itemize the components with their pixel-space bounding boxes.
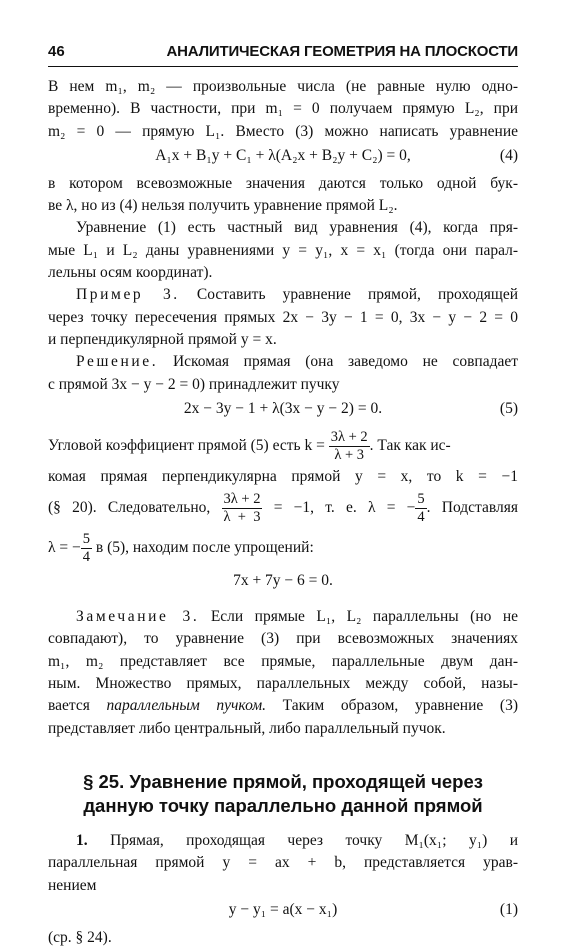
text-line: В нем m₁, m₂ — произвольные числа (не равные нулю одно- xyxy=(48,78,518,95)
running-title: АНАЛИТИЧЕСКАЯ ГЕОМЕТРИЯ НА ПЛОСКОСТИ xyxy=(166,43,518,60)
equation-number: (4) xyxy=(499,146,518,164)
item-number: 1. xyxy=(76,831,88,849)
text-span: в (5), находим после упрощений: xyxy=(92,539,314,557)
text-line xyxy=(48,695,518,717)
text-span: Искомая прямая (она заведомо не совпадает xyxy=(158,353,518,371)
section-heading-line: данную точку параллельно данной прямой xyxy=(83,794,483,816)
example-label: Пример 3. xyxy=(76,286,180,304)
fraction xyxy=(222,491,263,526)
solution-label: Решение. xyxy=(76,353,159,371)
page-number: 46 xyxy=(48,43,65,60)
text-span: Составить уравнение прямой, проходящей xyxy=(179,286,518,304)
fraction-denominator: λ + 3 xyxy=(334,446,365,463)
text-line: мые L₁ и L₂ даны уравнениями y = y₁, x = x₁ (тогда они парал- xyxy=(48,241,518,259)
text-line xyxy=(48,528,518,568)
fraction-numerator: 5 xyxy=(417,491,425,508)
text-line: и перпендикулярной прямой y = x. xyxy=(48,330,277,348)
text-line: m₁, m₂ представляет все прямые, параллельные двум дан- xyxy=(48,652,518,670)
fraction-numerator: 3λ + 2 xyxy=(223,491,261,508)
fraction xyxy=(329,429,370,464)
text-line xyxy=(48,351,518,373)
slope-paragraph xyxy=(48,426,518,568)
italic-term: параллельным пучком. xyxy=(106,697,267,715)
fraction-denominator: 4 xyxy=(82,549,90,566)
fraction-numerator: 5 xyxy=(82,531,90,548)
fraction-numerator: 3λ + 2 xyxy=(330,428,368,445)
equation-expression: y − y₁ = a(x − x₁) xyxy=(228,900,338,918)
text-span: вается xyxy=(48,697,107,715)
text-span: . Так как ис- xyxy=(369,436,451,454)
reference-line: (ср. § 24). xyxy=(48,928,112,946)
text-span: Таким образом, уравнение (3) xyxy=(266,697,518,715)
text-line: нением xyxy=(48,876,97,894)
equation-expression: A₁x + B₁y + C₁ + λ(A₂x + B₂y + C₂) = 0, xyxy=(155,146,411,164)
example-3 xyxy=(48,284,518,351)
text-line xyxy=(48,606,518,628)
solution xyxy=(48,351,518,396)
fraction-denominator: λ + 3 xyxy=(223,509,261,526)
text-line: ве λ, но из (4) нельзя получить уравнение прямой L₂. xyxy=(48,197,398,215)
text-line: ным. Множество прямых, параллельных между собой, назы- xyxy=(48,675,518,693)
fraction xyxy=(415,491,426,526)
text-line: Уравнение (1) есть частный вид уравнения (4), когда пря- xyxy=(76,219,518,237)
page-body xyxy=(48,76,518,949)
text-line xyxy=(48,830,518,852)
text-span: Если прямые L₁, L₂ параллельны (но не xyxy=(199,608,518,626)
text-span: = −1, т. е. λ = − xyxy=(262,499,416,517)
paragraph-special-case xyxy=(48,217,518,284)
paragraph-lambda xyxy=(48,173,518,218)
fraction xyxy=(81,531,92,566)
text-line xyxy=(48,284,518,306)
section-heading xyxy=(48,770,518,818)
equation-4 xyxy=(48,143,518,173)
text-span: (§ 20). Следовательно, xyxy=(48,499,222,517)
text-line: временно). В частности, при m₁ = 0 получаем прямую L₂, при xyxy=(48,100,518,118)
text-line: комая прямая перпендикулярна прямой y = x, то k = −1 xyxy=(48,467,518,485)
paragraph-intro xyxy=(48,76,518,143)
equation-5 xyxy=(48,396,518,426)
equation-number: (1) xyxy=(499,900,518,918)
item-1 xyxy=(48,830,518,897)
text-span: Угловой коэффициент прямой (5) есть k = xyxy=(48,436,329,454)
text-line: совпадают), то уравнение (3) при всевозможных значениях xyxy=(48,630,518,648)
text-line: в котором всевозможные значения даются только одной бук- xyxy=(48,174,518,192)
text-line xyxy=(48,488,518,528)
equation-expression: 2x − 3y − 1 + λ(3x − y − 2) = 0. xyxy=(183,399,383,417)
text-span: λ = − xyxy=(48,539,81,557)
equation-s25-1 xyxy=(48,897,518,927)
remark-label: Замечание 3. xyxy=(76,608,200,626)
fraction-denominator: 4 xyxy=(417,509,425,526)
equation-number: (5) xyxy=(499,399,518,417)
section-heading-line: § 25. Уравнение прямой, проходящей через xyxy=(83,770,483,792)
remark-3 xyxy=(48,606,518,740)
equation-expression: 7x + 7y − 6 = 0. xyxy=(233,572,333,590)
text-line: лельны осям координат). xyxy=(48,264,213,282)
page-header xyxy=(48,40,518,67)
text-span: . Подставляя xyxy=(426,499,518,517)
text-span: Прямая, проходящая через точку M₁(x₁; y₁) и xyxy=(87,831,518,849)
text-line: m₂ = 0 — прямую L₁. Вместо (3) можно написать уравнение xyxy=(48,122,518,140)
equation-result xyxy=(48,568,518,598)
text-line: параллельная прямой y = ax + b, представляется урав- xyxy=(48,854,518,872)
text-line: через точку пересечения прямых 2x − 3y − 1 = 0, 3x − y − 2 = 0 xyxy=(48,308,518,326)
text-line xyxy=(48,426,518,466)
text-line: представляет либо центральный, либо параллельный пучок. xyxy=(48,719,446,737)
text-line: с прямой 3x − y − 2 = 0) принадлежит пучку xyxy=(48,375,340,393)
